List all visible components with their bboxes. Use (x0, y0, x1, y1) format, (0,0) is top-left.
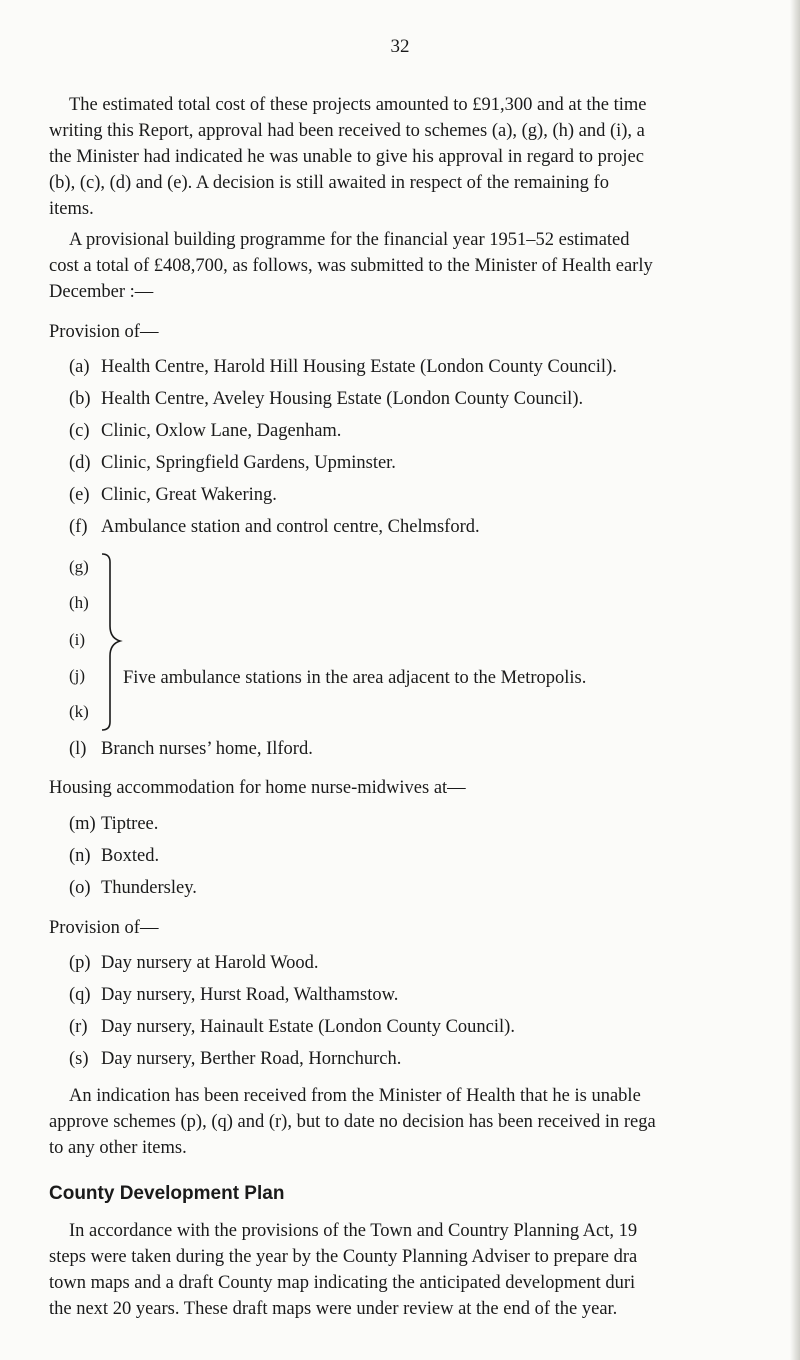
text-line: A provisional building programme for the financial year 1951–52 estimated (69, 230, 630, 250)
item-marker: (l) (69, 739, 87, 759)
item-marker: (m) (69, 814, 96, 834)
list-item (69, 421, 341, 442)
text-line: the next 20 years. These draft maps were under review at the end of the year. (49, 1299, 618, 1319)
paragraph-development-plan (49, 1218, 765, 1322)
item-marker: (c) (69, 421, 90, 441)
housing-label: Housing accommodation for home nurse-midwives at— (49, 778, 466, 798)
item-marker: (d) (69, 453, 91, 473)
text-line: cost a total of £408,700, as follows, was submitted to the Minister of Health early (49, 256, 653, 276)
list-item (69, 985, 398, 1006)
text-line: The estimated total cost of these projects amounted to £91,300 and at the time (69, 95, 647, 115)
list-item (69, 389, 583, 410)
item-marker: (a) (69, 357, 90, 377)
list-item (69, 814, 158, 835)
item-marker: (n) (69, 846, 91, 866)
text-line: An indication has been received from the Minister of Health that he is unable (69, 1086, 641, 1106)
item-marker: (o) (69, 878, 91, 898)
list-item (69, 485, 277, 506)
text-line: December :— (49, 282, 154, 302)
brace-marker: (g) (69, 557, 89, 576)
provision-label: Provision of— (49, 918, 159, 938)
brace-marker: (i) (69, 630, 86, 649)
brace-marker: (k) (69, 702, 89, 721)
list-item (69, 1017, 515, 1038)
brace-group-text: Five ambulance stations in the area adjacent to the Metropolis. (123, 668, 587, 688)
text-line: writing this Report, approval had been received to schemes (a), (g), (h) and (i), a (49, 121, 645, 141)
list-item (69, 1049, 401, 1070)
item-text: Day nursery, Berther Road, Hornchurch. (101, 1049, 402, 1069)
item-text: Ambulance station and control centre, Chelmsford. (101, 517, 480, 537)
brace-marker: (h) (69, 593, 89, 612)
right-brace (100, 552, 124, 732)
item-text: Boxted. (101, 846, 160, 866)
list-item (69, 953, 319, 974)
list-item (69, 453, 396, 474)
item-marker: (s) (69, 1049, 89, 1069)
item-text: Day nursery, Hurst Road, Walthamstow. (101, 985, 399, 1005)
item-marker: (q) (69, 985, 91, 1005)
paragraph-cost-estimate (49, 92, 765, 222)
text-line: the Minister had indicated he was unable to give his approval in regard to projec (49, 147, 644, 167)
text-line: In accordance with the provisions of the Town and Country Planning Act, 19 (69, 1221, 638, 1241)
item-text: Clinic, Oxlow Lane, Dagenham. (101, 421, 342, 441)
text-line: steps were taken during the year by the County Planning Adviser to prepare dra (49, 1247, 638, 1267)
text-line: town maps and a draft County map indicating the anticipated development duri (49, 1273, 636, 1293)
item-text: Day nursery at Harold Wood. (101, 953, 319, 973)
item-text: Branch nurses’ home, Ilford. (101, 739, 313, 759)
text-line: (b), (c), (d) and (e). A decision is still awaited in respect of the remaining fo (49, 173, 609, 193)
text-line: to any other items. (49, 1138, 187, 1158)
item-text: Health Centre, Harold Hill Housing Estate (London County Council). (101, 357, 617, 377)
page-edge-shadow (790, 0, 800, 1360)
section-heading: County Development Plan (49, 1183, 285, 1204)
list-item (69, 739, 313, 760)
item-text: Day nursery, Hainault Estate (London County Council). (101, 1017, 515, 1037)
provision-label: Provision of— (49, 322, 159, 342)
paragraph-minister-indication (49, 1083, 765, 1161)
text-line: approve schemes (p), (q) and (r), but to date no decision has been received in rega (49, 1112, 656, 1132)
item-text: Thundersley. (101, 878, 197, 898)
item-marker: (e) (69, 485, 90, 505)
item-text: Clinic, Springfield Gardens, Upminster. (101, 453, 396, 473)
item-marker: (f) (69, 517, 88, 537)
list-item (69, 878, 197, 899)
item-marker: (r) (69, 1017, 88, 1037)
item-marker: (p) (69, 953, 91, 973)
brace-marker: (j) (69, 666, 86, 685)
item-marker: (b) (69, 389, 91, 409)
item-text: Clinic, Great Wakering. (101, 485, 277, 505)
list-item (69, 517, 480, 538)
text-line: items. (49, 199, 94, 219)
list-item (69, 357, 617, 378)
item-text: Tiptree. (101, 814, 159, 834)
paragraph-building-programme (49, 227, 765, 305)
item-text: Health Centre, Aveley Housing Estate (London County Council). (101, 389, 584, 409)
list-item (69, 846, 159, 867)
page-number: 32 (390, 36, 410, 57)
